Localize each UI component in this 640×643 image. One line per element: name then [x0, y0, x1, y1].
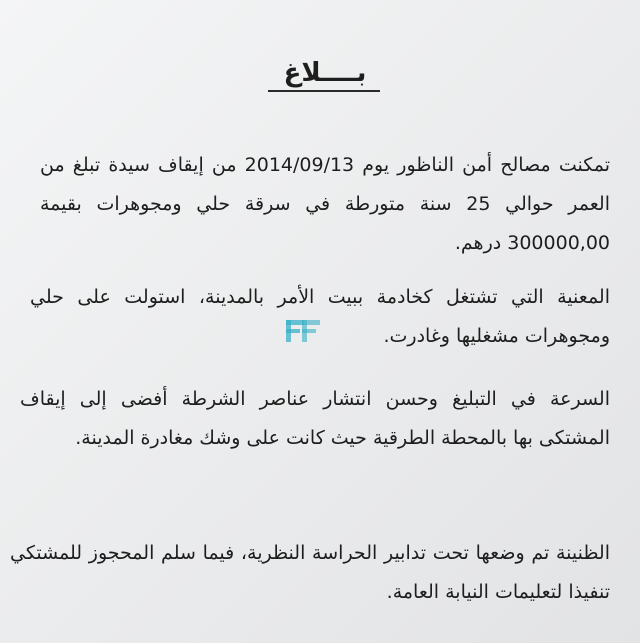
watermark-logo-icon [284, 318, 324, 344]
document-title: بــــلاغ [283, 58, 367, 88]
paragraph-2: المعنية التي تشتغل كخادمة ببيت الأمر بالمدينة، استولت على حلي ومجوهرات مشغليها وغادرت. [30, 286, 610, 347]
title-underline [268, 90, 380, 92]
paragraph-4: الظنينة تم وضعها تحت تدابير الحراسة النظرية، فيما سلم المحجوز للمشتكي تنفيذا لتعليمات النيابة العامة. [10, 542, 610, 603]
paragraph-1: تمكنت مصالح أمن الناظور يوم 2014/09/13 من إيقاف سيدة تبلغ من العمر حوالي 25 سنة متورطة في سرقة حلي ومجوهرات بقيمة 300000,00 درهم. [40, 154, 611, 254]
paragraph-3: السرعة في التبليغ وحسن انتشار عناصر الشرطة أفضى إلى إيقاف المشتكى بها بالمحطة الطرقية حيث كانت على وشك مغادرة المدينة. [20, 388, 610, 449]
